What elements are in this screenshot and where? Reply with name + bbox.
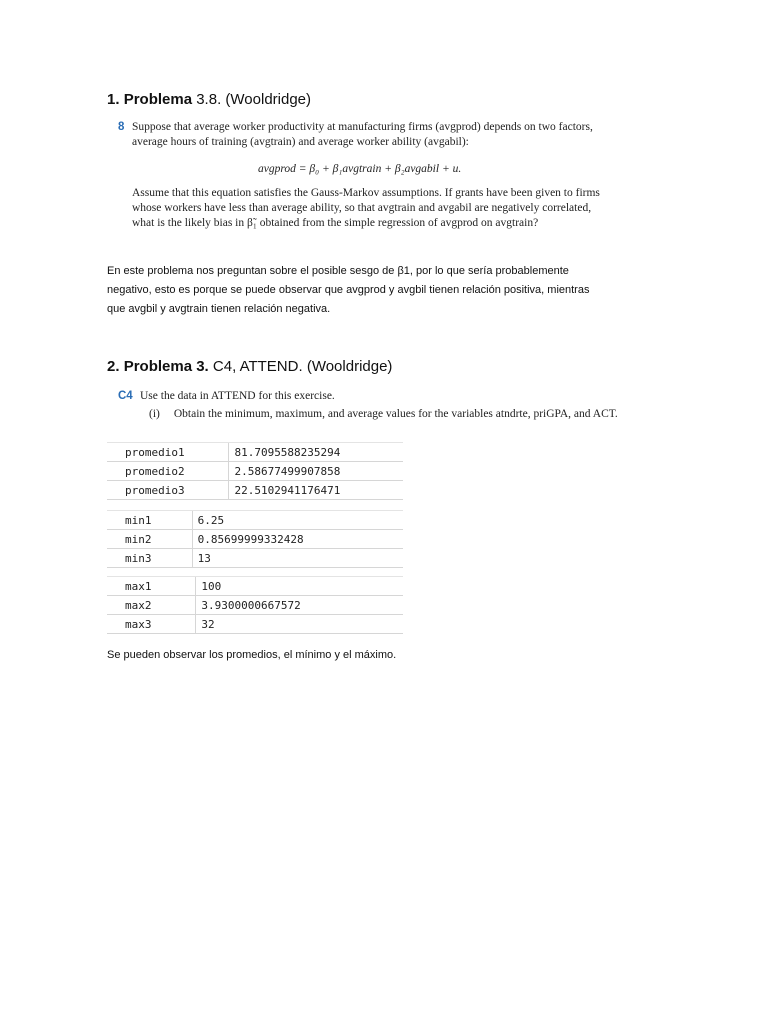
exercise-line: Suppose that average worker productivity at manufacturing firms (avgprod) depends on two factors,: [132, 121, 593, 133]
exercise-number: C4: [118, 390, 133, 402]
table-row: [107, 577, 403, 596]
table-cell-name: max1: [107, 577, 196, 596]
table-cell-value: 22.5102941176471: [229, 481, 403, 500]
section2-conclusion: Se pueden observar los promedios, el mínimo y el máximo.: [107, 649, 397, 661]
regression-equation: avgprod = β₀ + β₁avgtrain + β₂avgabil + u.: [258, 163, 462, 175]
table-cell-name: max2: [107, 596, 196, 615]
exercise-line: average hours of training (avgtrain) and average worker ability (avgabil):: [132, 136, 469, 148]
table-cell-name: promedio1: [107, 443, 229, 462]
minimums-table: [107, 510, 403, 568]
assumption-line: Assume that this equation satisfies the Gauss-Markov assumptions. If grants have been given to firms: [132, 187, 600, 199]
table-cell-name: promedio2: [107, 462, 229, 481]
table-cell-name: min1: [107, 511, 192, 530]
table-row: [107, 530, 403, 549]
table-cell-value: 3.9300000667572: [196, 596, 403, 615]
table-row: [107, 443, 403, 462]
averages-table: [107, 442, 403, 500]
section1-heading: [107, 91, 311, 108]
table-row: [107, 511, 403, 530]
table-cell-name: min2: [107, 530, 192, 549]
table-row: [107, 549, 403, 568]
table-cell-value: 100: [196, 577, 403, 596]
exercise-number: 8: [118, 121, 125, 133]
table-row: [107, 481, 403, 500]
item-roman: (i): [149, 408, 160, 420]
section1-answer: [107, 262, 667, 319]
section2-source: (Wooldridge): [306, 358, 393, 375]
maximums-table: [107, 576, 403, 634]
section1-title: Problema: [123, 91, 193, 108]
table-cell-value: 2.58677499907858: [229, 462, 403, 481]
table-cell-value: 13: [192, 549, 403, 568]
table-cell-value: 81.7095588235294: [229, 443, 403, 462]
table-cell-name: promedio3: [107, 481, 229, 500]
table-cell-value: 32: [196, 615, 403, 634]
section2-heading: [107, 358, 392, 375]
table-row: [107, 462, 403, 481]
exercise-item: [149, 408, 618, 420]
answer-line: que avgbil y avgtrain tienen relación negativa.: [107, 303, 331, 315]
table-row: [107, 596, 403, 615]
section2-ref: C4, ATTEND.: [212, 358, 303, 375]
item-text: Obtain the minimum, maximum, and average values for the variables atndrte, priGPA, and ACT.: [173, 408, 618, 420]
section2-number: 2.: [107, 358, 120, 375]
assumption-line: what is the likely bias in β̃₁ obtained from the simple regression of avgprod on avgtrain?: [132, 217, 539, 229]
exercise-text: Use the data in ATTEND for this exercise.: [140, 390, 335, 402]
table-row: [107, 615, 403, 634]
assumption-line: whose workers have less than average ability, so that avgtrain and avgabil are negatively correlated,: [132, 202, 592, 214]
table-cell-value: 6.25: [192, 511, 403, 530]
table-cell-value: 0.85699999332428: [192, 530, 403, 549]
table-cell-name: min3: [107, 549, 192, 568]
section1-source: (Wooldridge): [225, 91, 312, 108]
section2-title: Problema 3.: [123, 358, 209, 375]
answer-line: negativo, esto es porque se puede observar que avgprod y avgbil tienen relación positiva, mientras: [107, 284, 590, 296]
answer-line: En este problema nos preguntan sobre el posible sesgo de β1, por lo que sería probablemente: [107, 265, 569, 277]
table-cell-name: max3: [107, 615, 196, 634]
section1-ref: 3.8.: [196, 91, 222, 108]
section1-number: 1.: [107, 91, 120, 108]
